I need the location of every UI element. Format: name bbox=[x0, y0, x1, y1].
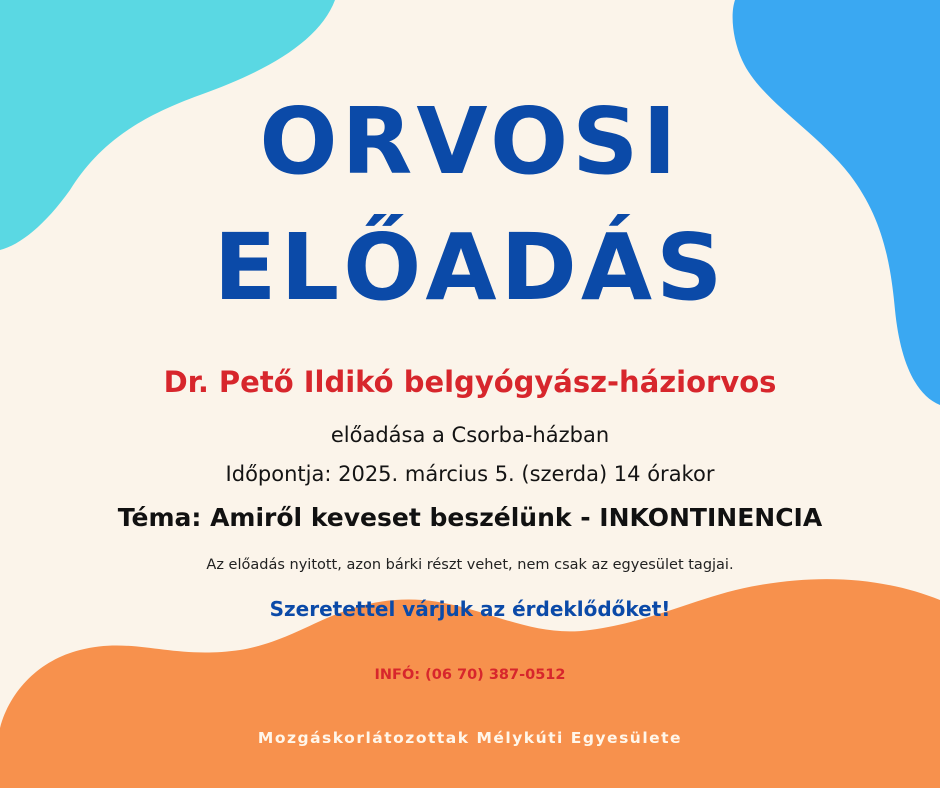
welcome-text: Szeretettel várjuk az érdeklődőket! bbox=[269, 597, 671, 621]
organization-name: Mozgáskorlátozottak Mélykúti Egyesülete bbox=[257, 729, 683, 747]
title-line-2: ELŐADÁS bbox=[213, 214, 727, 321]
topic-text: Téma: Amiről keveset beszélünk - INKONTINENCIA bbox=[117, 503, 823, 532]
open-note: Az előadás nyitott, azon bárki részt vehet, nem csak az egyesület tagjai. bbox=[206, 557, 734, 573]
venue-text: előadása a Csorba-házban bbox=[330, 423, 610, 447]
title-line-1: ORVOSI bbox=[259, 88, 681, 195]
speaker-name: Dr. Pető Ildikó belgyógyász-háziorvos bbox=[163, 365, 777, 399]
info-phone: INFÓ: (06 70) 387-0512 bbox=[374, 667, 566, 683]
date-time-text: Időpontja: 2025. március 5. (szerda) 14 órakor bbox=[225, 462, 715, 486]
